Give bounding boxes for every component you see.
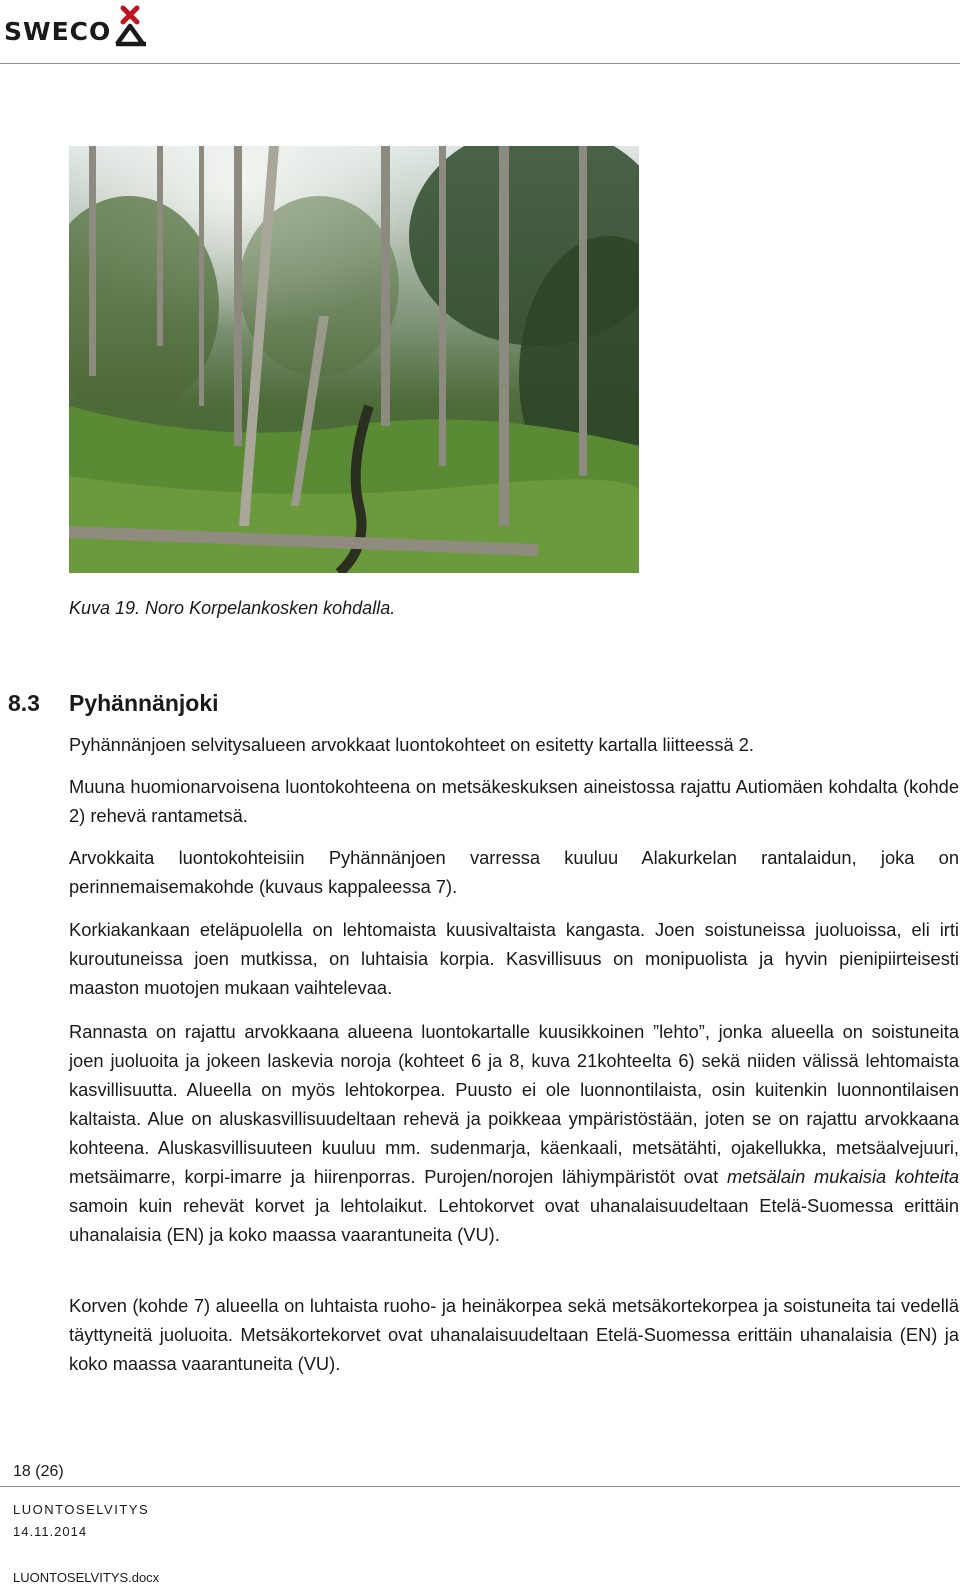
paragraph xyxy=(69,1017,959,1249)
paragraph-text-part: samoin kuin rehevät korvet ja lehtolaikut. Lehtokorvet ovat uhanalaisuudeltaan Etelä-Suomessa erittäin uhanalaisia (EN) ja koko maassa vaarantuneita (VU). xyxy=(69,1195,959,1245)
paragraph-text xyxy=(69,1017,959,1249)
paragraph xyxy=(69,730,959,759)
paragraph-text-italic: metsälain mukaisia kohteita xyxy=(727,1166,959,1187)
paragraph xyxy=(69,843,959,901)
sweco-logo xyxy=(4,4,149,48)
paragraph-text: Korven (kohde 7) alueella on luhtaista ruoho- ja heinäkorpea sekä metsäkortekorpea ja soistuneita tai vedellä täyttyneitä juoluoita. Metsäkortekorvet ovat uhanalaisuudeltaan Etelä-Suomessa erittäin uhanalaisia (EN) ja koko maassa vaarantuneita (VU). xyxy=(69,1295,959,1374)
section-heading xyxy=(8,690,219,717)
logo-text: SWECO xyxy=(4,17,112,46)
paragraph-text: Arvokkaita luontokohteisiin Pyhännänjoen varressa kuuluu Alakurkelan rantalaidun, joka on perinnemaisemakohde (kuvaus kappaleessa 7). xyxy=(69,847,959,897)
section-title: Pyhännänjoki xyxy=(69,690,219,716)
section-number: 8.3 xyxy=(8,690,40,716)
footer-divider xyxy=(0,1486,960,1487)
paragraph xyxy=(69,772,959,830)
page-number: 18 (26) xyxy=(13,1463,64,1480)
sweco-logo-icon xyxy=(113,4,149,48)
header-divider xyxy=(0,63,960,64)
page-header xyxy=(0,0,960,66)
paragraph xyxy=(69,1291,959,1378)
paragraph-text: Muuna huomionarvoisena luontokohteena on metsäkeskuksen aineistossa rajattu Autiomäen kohdalta (kohde 2) rehevä rantametsä. xyxy=(69,776,959,826)
paragraph-text-part: Rannasta on rajattu arvokkaana alueena luontokartalle kuusikkoinen ”lehto”, jonka alueella on soistuneita joen juoluoita ja jokeen laskevia noroja (kohteet 6 ja 8, kuva 21kohteelta 6) sekä niiden välissä lehtomaista kasvillisuutta. Alueella on myös lehtokorpea. Puusto ei ole luonnontilaista, osin kuitenkin luonnontilaisen kaltaista. Alue on aluskasvillisuudeltaan rehevä ja poikkeaa ympäristöstään, joten se on rajattu arvokkaana kohteena. Aluskasvillisuuteen kuuluu mm. sudenmarja, käenkaali, metsätähti, ojakellukka, metsäalvejuuri, metsäimarre, korpi-imarre ja hiirenporras. Purojen/norojen lähiympäristöt ovat xyxy=(69,1021,959,1187)
paragraph xyxy=(69,915,959,1002)
figure-caption: Kuva 19. Noro Korpelankosken kohdalla. xyxy=(69,598,396,618)
paragraph-text: Pyhännänjoen selvitysalueen arvokkaat luontokohteet on esitetty kartalla liitteessä 2. xyxy=(69,734,754,755)
document-date: 14.11.2014 xyxy=(13,1524,88,1539)
paragraph-text: Korkiakankaan eteläpuolella on lehtomaista kuusivaltaista kangasta. Joen soistuneissa juoluoissa, eli irti kuroutuneissa joen mutkissa, on luhtaisia korpia. Kasvillisuus on monipuolista ja hyvin pienipiirteisesti maaston muotojen mukaan vaihtelevaa. xyxy=(69,919,959,998)
forest-photo xyxy=(69,146,639,573)
document-filename: LUONTOSELVITYS.docx xyxy=(13,1570,160,1585)
document-title: LUONTOSELVITYS xyxy=(13,1502,150,1517)
